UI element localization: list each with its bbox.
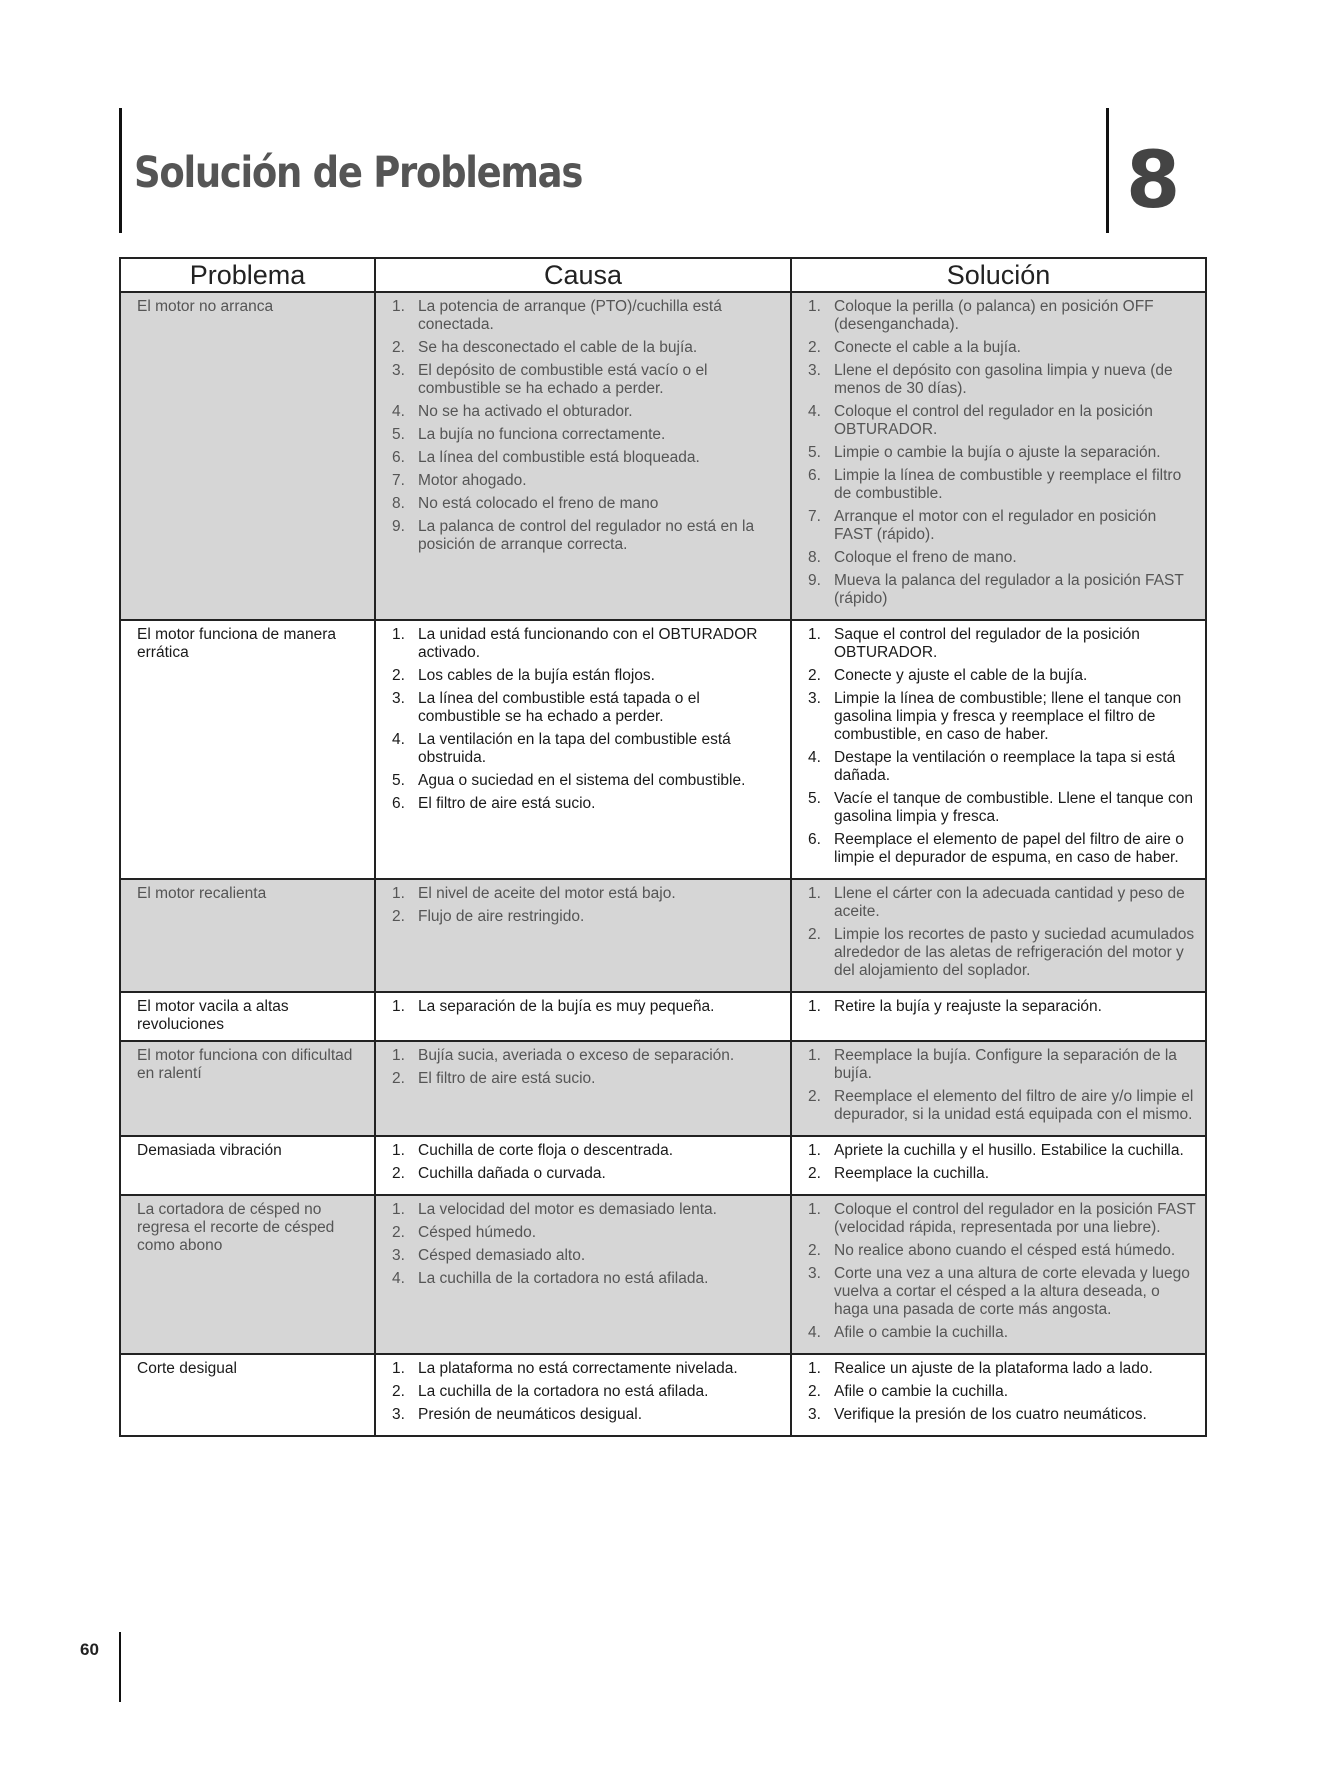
cause-item: [392, 772, 782, 790]
item-text: El nivel de aceite del motor está bajo.: [418, 885, 676, 902]
table-row: [120, 292, 1206, 620]
solution-cell: [791, 1195, 1206, 1354]
cause-cell: [375, 620, 791, 879]
solution-item: [808, 1360, 1197, 1378]
cause-cell: [375, 879, 791, 992]
cause-item: [392, 472, 782, 490]
item-number: 4.: [392, 731, 405, 748]
item-text: Conecte y ajuste el cable de la bujía.: [834, 667, 1088, 684]
solution-list: [808, 1047, 1197, 1124]
solution-list: [808, 885, 1197, 980]
cause-list: [392, 1201, 782, 1288]
problem-cell: La cortadora de césped no regresa el recorte de césped como abono: [120, 1195, 375, 1354]
item-text: Coloque el control del regulador en la posición FAST (velocidad rápida, representada por una liebre).: [834, 1201, 1196, 1236]
solution-item: [808, 1201, 1197, 1237]
item-text: Llene el cárter con la adecuada cantidad y peso de aceite.: [834, 885, 1185, 920]
cause-item: [392, 449, 782, 467]
cause-item: [392, 1047, 782, 1065]
cause-item: [392, 1406, 782, 1424]
item-text: Vacíe el tanque de combustible. Llene el tanque con gasolina limpia y fresca.: [834, 790, 1194, 825]
cause-item: [392, 426, 782, 444]
item-text: La plataforma no está correctamente nivelada.: [418, 1360, 738, 1377]
solution-list: [808, 1201, 1197, 1342]
cause-item: [392, 1247, 782, 1265]
cause-item: [392, 298, 782, 334]
item-text: Flujo de aire restringido.: [418, 908, 585, 925]
item-text: La línea del combustible está bloqueada.: [418, 449, 700, 466]
problem-cell: Demasiada vibración: [120, 1136, 375, 1195]
cause-item: [392, 1383, 782, 1401]
item-text: La separación de la bujía es muy pequeña.: [418, 998, 715, 1015]
solution-cell: [791, 620, 1206, 879]
table-row: [120, 620, 1206, 879]
table-row: [120, 1041, 1206, 1136]
item-number: 3.: [808, 362, 821, 379]
item-text: Conecte el cable a la bujía.: [834, 339, 1021, 356]
cause-cell: [375, 1354, 791, 1436]
header-solution: Solución: [791, 258, 1206, 292]
solution-item: [808, 572, 1197, 608]
cause-list: [392, 1142, 782, 1183]
item-number: 1.: [808, 1201, 821, 1218]
item-text: La unidad está funcionando con el OBTURADOR activado.: [418, 626, 758, 661]
item-text: Retire la bujía y reajuste la separación.: [834, 998, 1102, 1015]
cause-item: [392, 1201, 782, 1219]
problem-cell: El motor funciona de manera errática: [120, 620, 375, 879]
item-number: 4.: [392, 1270, 405, 1287]
solution-cell: [791, 1041, 1206, 1136]
item-text: Limpie la línea de combustible y reemplace el filtro de combustible.: [834, 467, 1182, 502]
cause-cell: [375, 1136, 791, 1195]
item-number: 1.: [808, 1360, 821, 1377]
item-text: Arranque el motor con el regulador en posición FAST (rápido).: [834, 508, 1157, 543]
troubleshooting-table: [119, 257, 1207, 1437]
item-text: Cuchilla dañada o curvada.: [418, 1165, 606, 1182]
cause-item: [392, 1165, 782, 1183]
page-title: Solución de Problemas: [134, 148, 583, 198]
item-text: Mueva la palanca del regulador a la posición FAST (rápido): [834, 572, 1184, 607]
item-text: La velocidad del motor es demasiado lenta.: [418, 1201, 717, 1218]
solution-item: [808, 549, 1197, 567]
item-number: 2.: [392, 667, 405, 684]
solution-cell: [791, 879, 1206, 992]
item-text: No realice abono cuando el césped está húmedo.: [834, 1242, 1176, 1259]
item-number: 5.: [808, 790, 821, 807]
item-text: Coloque el freno de mano.: [834, 549, 1017, 566]
item-text: La ventilación en la tapa del combustible está obstruida.: [418, 731, 731, 766]
item-text: Afile o cambie la cuchilla.: [834, 1383, 1009, 1400]
item-text: Se ha desconectado el cable de la bujía.: [418, 339, 698, 356]
cause-item: [392, 885, 782, 903]
item-number: 2.: [808, 339, 821, 356]
item-number: 5.: [392, 772, 405, 789]
item-number: 2.: [808, 926, 821, 943]
solution-item: [808, 1406, 1197, 1424]
solution-cell: [791, 1136, 1206, 1195]
cause-item: [392, 339, 782, 357]
item-text: El depósito de combustible está vacío o el combustible se ha echado a perder.: [418, 362, 708, 397]
item-text: Coloque la perilla (o palanca) en posición OFF (desenganchada).: [834, 298, 1154, 333]
item-number: 4.: [808, 1324, 821, 1341]
item-number: 1.: [808, 298, 821, 315]
item-number: 3.: [808, 690, 821, 707]
item-number: 9.: [392, 518, 405, 535]
item-number: 2.: [392, 339, 405, 356]
item-text: Bujía sucia, averiada o exceso de separación.: [418, 1047, 735, 1064]
solution-item: [808, 298, 1197, 334]
solution-item: [808, 998, 1197, 1016]
item-text: La cuchilla de la cortadora no está afilada.: [418, 1383, 709, 1400]
item-number: 3.: [808, 1265, 821, 1282]
cause-item: [392, 362, 782, 398]
item-number: 8.: [392, 495, 405, 512]
item-number: 3.: [392, 362, 405, 379]
page-number: 60: [80, 1640, 99, 1659]
table-header-row: [120, 258, 1206, 292]
solution-cell: [791, 1354, 1206, 1436]
solution-list: [808, 1142, 1197, 1183]
cause-item: [392, 1070, 782, 1088]
cause-item: [392, 1224, 782, 1242]
cause-list: [392, 885, 782, 926]
item-number: 2.: [392, 1165, 405, 1182]
item-number: 5.: [808, 444, 821, 461]
item-number: 3.: [808, 1406, 821, 1423]
item-number: 3.: [392, 690, 405, 707]
cause-item: [392, 1360, 782, 1378]
item-number: 5.: [392, 426, 405, 443]
item-number: 7.: [808, 508, 821, 525]
solution-item: [808, 403, 1197, 439]
item-number: 2.: [392, 908, 405, 925]
solution-item: [808, 1047, 1197, 1083]
title-rule-left: [119, 108, 122, 233]
item-number: 1.: [392, 998, 405, 1015]
solution-list: [808, 298, 1197, 608]
item-number: 2.: [808, 667, 821, 684]
solution-item: [808, 749, 1197, 785]
solution-item: [808, 1324, 1197, 1342]
cause-list: [392, 298, 782, 554]
item-number: 1.: [808, 1047, 821, 1064]
cause-item: [392, 1142, 782, 1160]
title-rule-right: [1106, 108, 1109, 233]
item-number: 6.: [808, 467, 821, 484]
problem-cell: El motor funciona con dificultad en ralentí: [120, 1041, 375, 1136]
item-number: 1.: [808, 1142, 821, 1159]
problem-cell: El motor recalienta: [120, 879, 375, 992]
cause-item: [392, 998, 782, 1016]
table-row: [120, 1195, 1206, 1354]
cause-item: [392, 518, 782, 554]
item-text: Limpie o cambie la bujía o ajuste la separación.: [834, 444, 1161, 461]
problem-cell: El motor no arranca: [120, 292, 375, 620]
table-row: [120, 992, 1206, 1041]
item-text: No se ha activado el obturador.: [418, 403, 633, 420]
problem-cell: Corte desigual: [120, 1354, 375, 1436]
item-number: 1.: [392, 1201, 405, 1218]
item-text: El filtro de aire está sucio.: [418, 795, 596, 812]
item-number: 2.: [808, 1242, 821, 1259]
item-text: No está colocado el freno de mano: [418, 495, 659, 512]
item-number: 1.: [392, 298, 405, 315]
item-text: Reemplace el elemento del filtro de aire y/o limpie el depurador, si la unidad está equipada con el mismo.: [834, 1088, 1194, 1123]
solution-item: [808, 1242, 1197, 1260]
item-number: 2.: [392, 1070, 405, 1087]
solution-item: [808, 690, 1197, 744]
item-text: Llene el depósito con gasolina limpia y nueva (de menos de 30 días).: [834, 362, 1173, 397]
cause-item: [392, 626, 782, 662]
footer-rule: [119, 1632, 121, 1702]
item-text: La potencia de arranque (PTO)/cuchilla está conectada.: [418, 298, 722, 333]
item-text: Reemplace la cuchilla.: [834, 1165, 990, 1182]
item-number: 7.: [392, 472, 405, 489]
item-text: La palanca de control del regulador no está en la posición de arranque correcta.: [418, 518, 755, 553]
item-text: Coloque el control del regulador en la posición OBTURADOR.: [834, 403, 1153, 438]
solution-item: [808, 1265, 1197, 1319]
cause-cell: [375, 292, 791, 620]
item-number: 1.: [392, 626, 405, 643]
header-cause: Causa: [375, 258, 791, 292]
item-number: 2.: [392, 1383, 405, 1400]
cause-cell: [375, 1041, 791, 1136]
solution-item: [808, 1088, 1197, 1124]
cause-list: [392, 1360, 782, 1424]
item-number: 4.: [392, 403, 405, 420]
solution-item: [808, 1383, 1197, 1401]
item-number: 4.: [808, 403, 821, 420]
chapter-number: 8: [1126, 136, 1181, 226]
cause-item: [392, 908, 782, 926]
item-number: 2.: [808, 1088, 821, 1105]
problem-cell: El motor vacila a altas revoluciones: [120, 992, 375, 1041]
solution-item: [808, 444, 1197, 462]
solution-item: [808, 885, 1197, 921]
item-text: Presión de neumáticos desigual.: [418, 1406, 643, 1423]
table-row: [120, 1136, 1206, 1195]
cause-list: [392, 626, 782, 813]
solution-cell: [791, 992, 1206, 1041]
cause-item: [392, 1270, 782, 1288]
solution-item: [808, 926, 1197, 980]
item-text: Motor ahogado.: [418, 472, 527, 489]
item-text: El filtro de aire está sucio.: [418, 1070, 596, 1087]
item-text: Limpie la línea de combustible; llene el tanque con gasolina limpia y fresca y reemplace el filtro de combustible, en caso de haber.: [834, 690, 1182, 743]
item-text: Realice un ajuste de la plataforma lado a lado.: [834, 1360, 1153, 1377]
item-text: Destape la ventilación o reemplace la tapa si está dañada.: [834, 749, 1176, 784]
item-text: Afile o cambie la cuchilla.: [834, 1324, 1009, 1341]
solution-item: [808, 1165, 1197, 1183]
item-text: Saque el control del regulador de la posición OBTURADOR.: [834, 626, 1140, 661]
cause-item: [392, 403, 782, 421]
item-number: 3.: [392, 1406, 405, 1423]
item-number: 2.: [808, 1165, 821, 1182]
cause-item: [392, 495, 782, 513]
solution-item: [808, 790, 1197, 826]
table-row: [120, 1354, 1206, 1436]
item-text: Cuchilla de corte floja o descentrada.: [418, 1142, 674, 1159]
item-number: 9.: [808, 572, 821, 589]
item-number: 1.: [392, 1360, 405, 1377]
item-number: 6.: [392, 449, 405, 466]
cause-cell: [375, 992, 791, 1041]
header-problem: Problema: [120, 258, 375, 292]
item-number: 1.: [808, 998, 821, 1015]
item-number: 2.: [392, 1224, 405, 1241]
cause-list: [392, 998, 782, 1016]
item-text: Césped húmedo.: [418, 1224, 537, 1241]
cause-item: [392, 731, 782, 767]
table-row: [120, 879, 1206, 992]
item-number: 6.: [392, 795, 405, 812]
item-number: 2.: [808, 1383, 821, 1400]
cause-item: [392, 690, 782, 726]
item-text: Reemplace la bujía. Configure la separación de la bujía.: [834, 1047, 1177, 1082]
item-text: La cuchilla de la cortadora no está afilada.: [418, 1270, 709, 1287]
solution-item: [808, 831, 1197, 867]
item-number: 1.: [392, 1047, 405, 1064]
cause-list: [392, 1047, 782, 1088]
item-text: Verifique la presión de los cuatro neumáticos.: [834, 1406, 1147, 1423]
solution-list: [808, 1360, 1197, 1424]
item-text: Los cables de la bujía están flojos.: [418, 667, 655, 684]
solution-item: [808, 508, 1197, 544]
solution-item: [808, 626, 1197, 662]
item-number: 6.: [808, 831, 821, 848]
item-text: Agua o suciedad en el sistema del combustible.: [418, 772, 746, 789]
item-text: Césped demasiado alto.: [418, 1247, 586, 1264]
item-number: 1.: [808, 626, 821, 643]
item-text: Reemplace el elemento de papel del filtro de aire o limpie el depurador de espuma, en caso de haber.: [834, 831, 1184, 866]
solution-item: [808, 339, 1197, 357]
solution-item: [808, 467, 1197, 503]
item-number: 8.: [808, 549, 821, 566]
item-number: 1.: [392, 1142, 405, 1159]
cause-cell: [375, 1195, 791, 1354]
item-text: La bujía no funciona correctamente.: [418, 426, 666, 443]
solution-list: [808, 626, 1197, 867]
item-text: La línea del combustible está tapada o el combustible se ha echado a perder.: [418, 690, 700, 725]
item-text: Limpie los recortes de pasto y suciedad acumulados alrededor de las aletas de refrigeración del motor y del alojamiento del soplador.: [834, 926, 1195, 979]
cause-item: [392, 795, 782, 813]
item-number: 1.: [392, 885, 405, 902]
solution-list: [808, 998, 1197, 1016]
solution-item: [808, 362, 1197, 398]
item-text: Corte una vez a una altura de corte elevada y luego vuelva a cortar el césped a la altura deseada, o haga una pasada de corte más angosta.: [834, 1265, 1190, 1318]
cause-item: [392, 667, 782, 685]
item-number: 1.: [808, 885, 821, 902]
item-number: 3.: [392, 1247, 405, 1264]
solution-cell: [791, 292, 1206, 620]
solution-item: [808, 1142, 1197, 1160]
item-text: Apriete la cuchilla y el husillo. Estabilice la cuchilla.: [834, 1142, 1184, 1159]
item-number: 4.: [808, 749, 821, 766]
solution-item: [808, 667, 1197, 685]
